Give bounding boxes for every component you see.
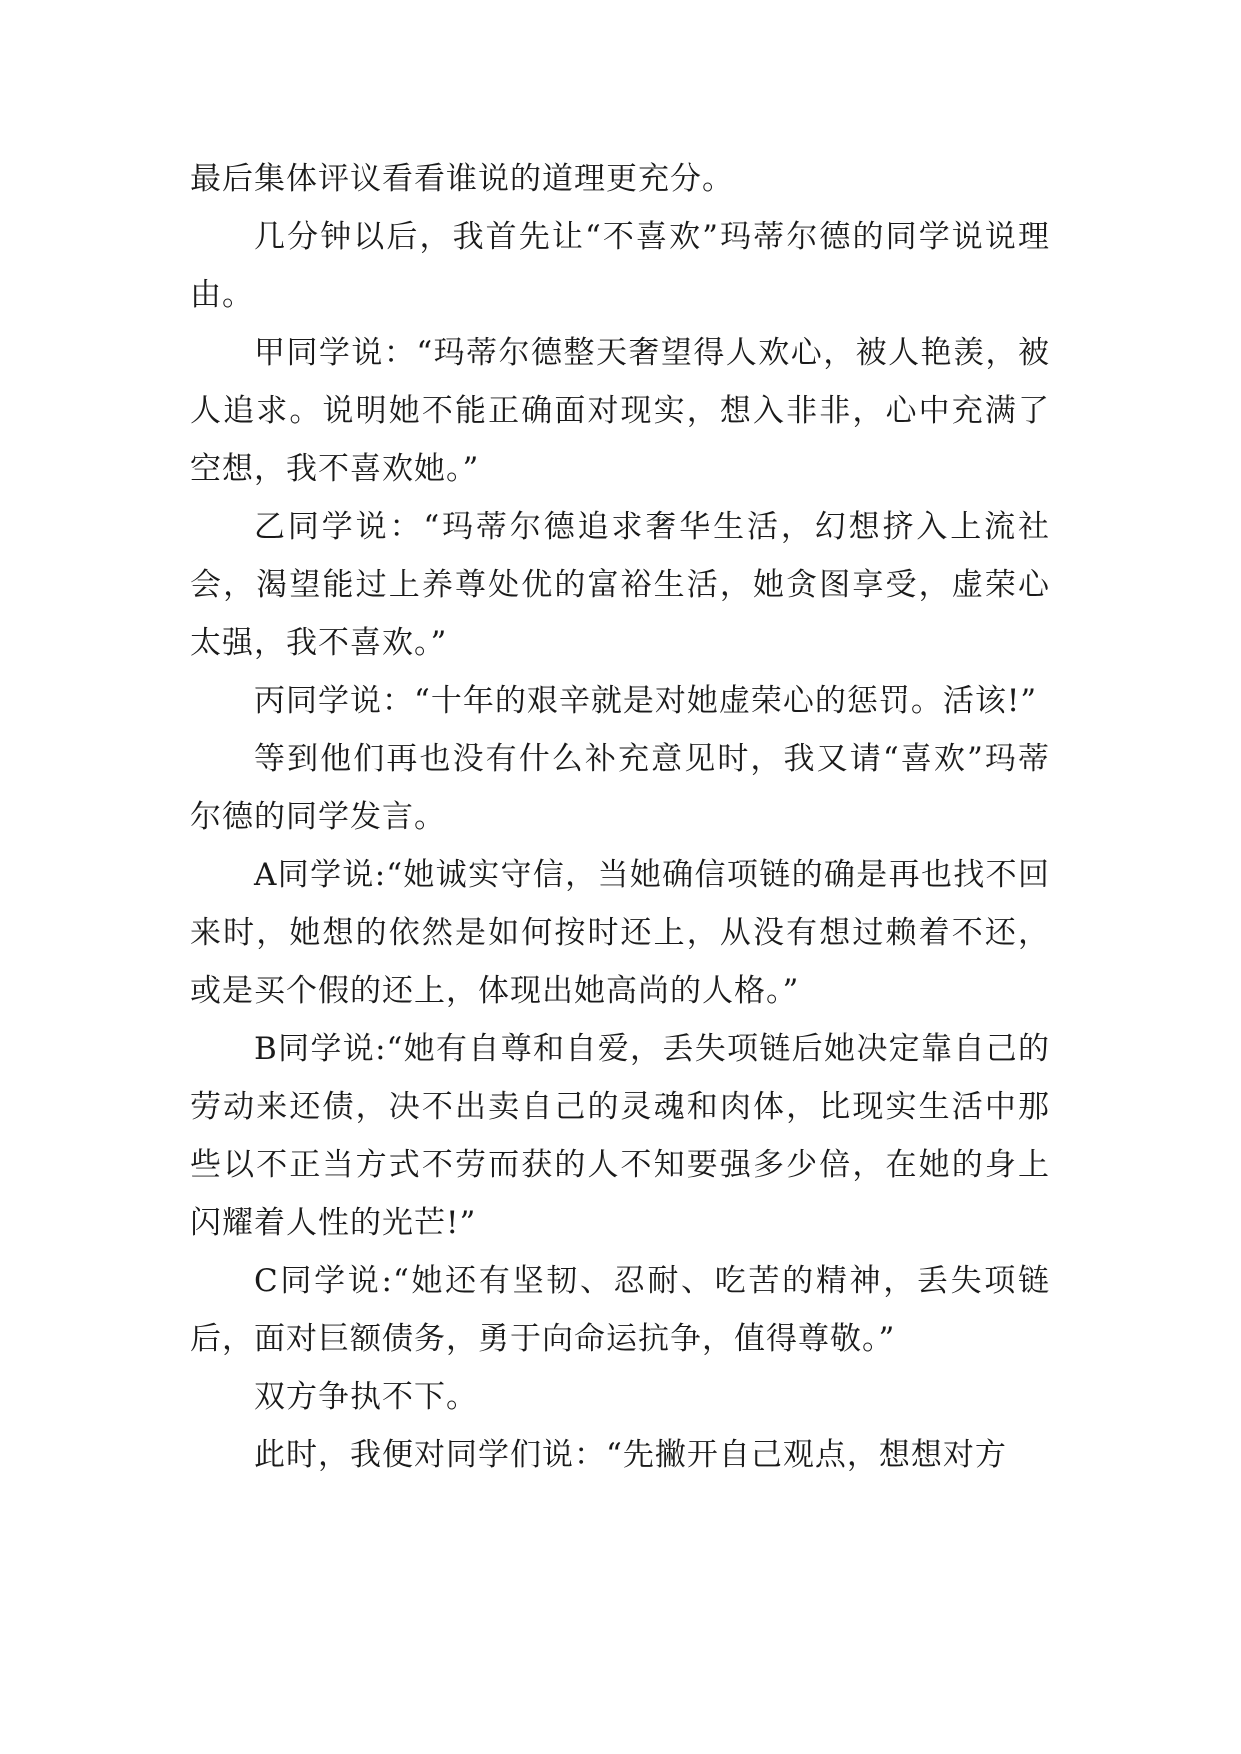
- document-page: [190, 150, 1050, 1484]
- paragraph-1: 最后集体评议看看谁说的道理更充分。: [190, 161, 734, 197]
- paragraph-8: B同学说:“她有自尊和自爱，丢失项链后她决定靠自己的劳动来还债，决不出卖自己的灵魂和肉体，比现实生活中那些以不正当方式不劳而获的人不知要强多少倍，在她的身上闪耀着人性的光芒!”: [190, 1031, 1050, 1241]
- paragraph-7: A同学说:“她诚实守信，当她确信项链的确是再也找不回来时，她想的依然是如何按时还上，从没有想过赖着不还，或是买个假的还上，体现出她高尚的人格。”: [190, 857, 1050, 1009]
- paragraph-3: 甲同学说：“玛蒂尔德整天奢望得人欢心，被人艳羡，被人追求。说明她不能正确面对现实，想入非非，心中充满了空想，我不喜欢她。”: [190, 335, 1050, 487]
- paragraph-10: 双方争执不下。: [254, 1379, 478, 1415]
- paragraph-9: C同学说:“她还有坚韧、忍耐、吃苦的精神，丢失项链后，面对巨额债务，勇于向命运抗争，值得尊敬。”: [190, 1263, 1050, 1357]
- paragraph-6: 等到他们再也没有什么补充意见时，我又请“喜欢”玛蒂尔德的同学发言。: [190, 741, 1050, 835]
- paragraph-11: 此时，我便对同学们说：“先撇开自己观点，想想对方: [254, 1437, 1007, 1473]
- paragraph-5: 丙同学说：“十年的艰辛就是对她虚荣心的惩罚。活该!”: [254, 683, 1038, 719]
- paragraph-2: 几分钟以后，我首先让“不喜欢”玛蒂尔德的同学说说理由。: [190, 219, 1050, 313]
- paragraph-4: 乙同学说：“玛蒂尔德追求奢华生活，幻想挤入上流社会，渴望能过上养尊处优的富裕生活，她贪图享受，虚荣心太强，我不喜欢。”: [190, 509, 1050, 661]
